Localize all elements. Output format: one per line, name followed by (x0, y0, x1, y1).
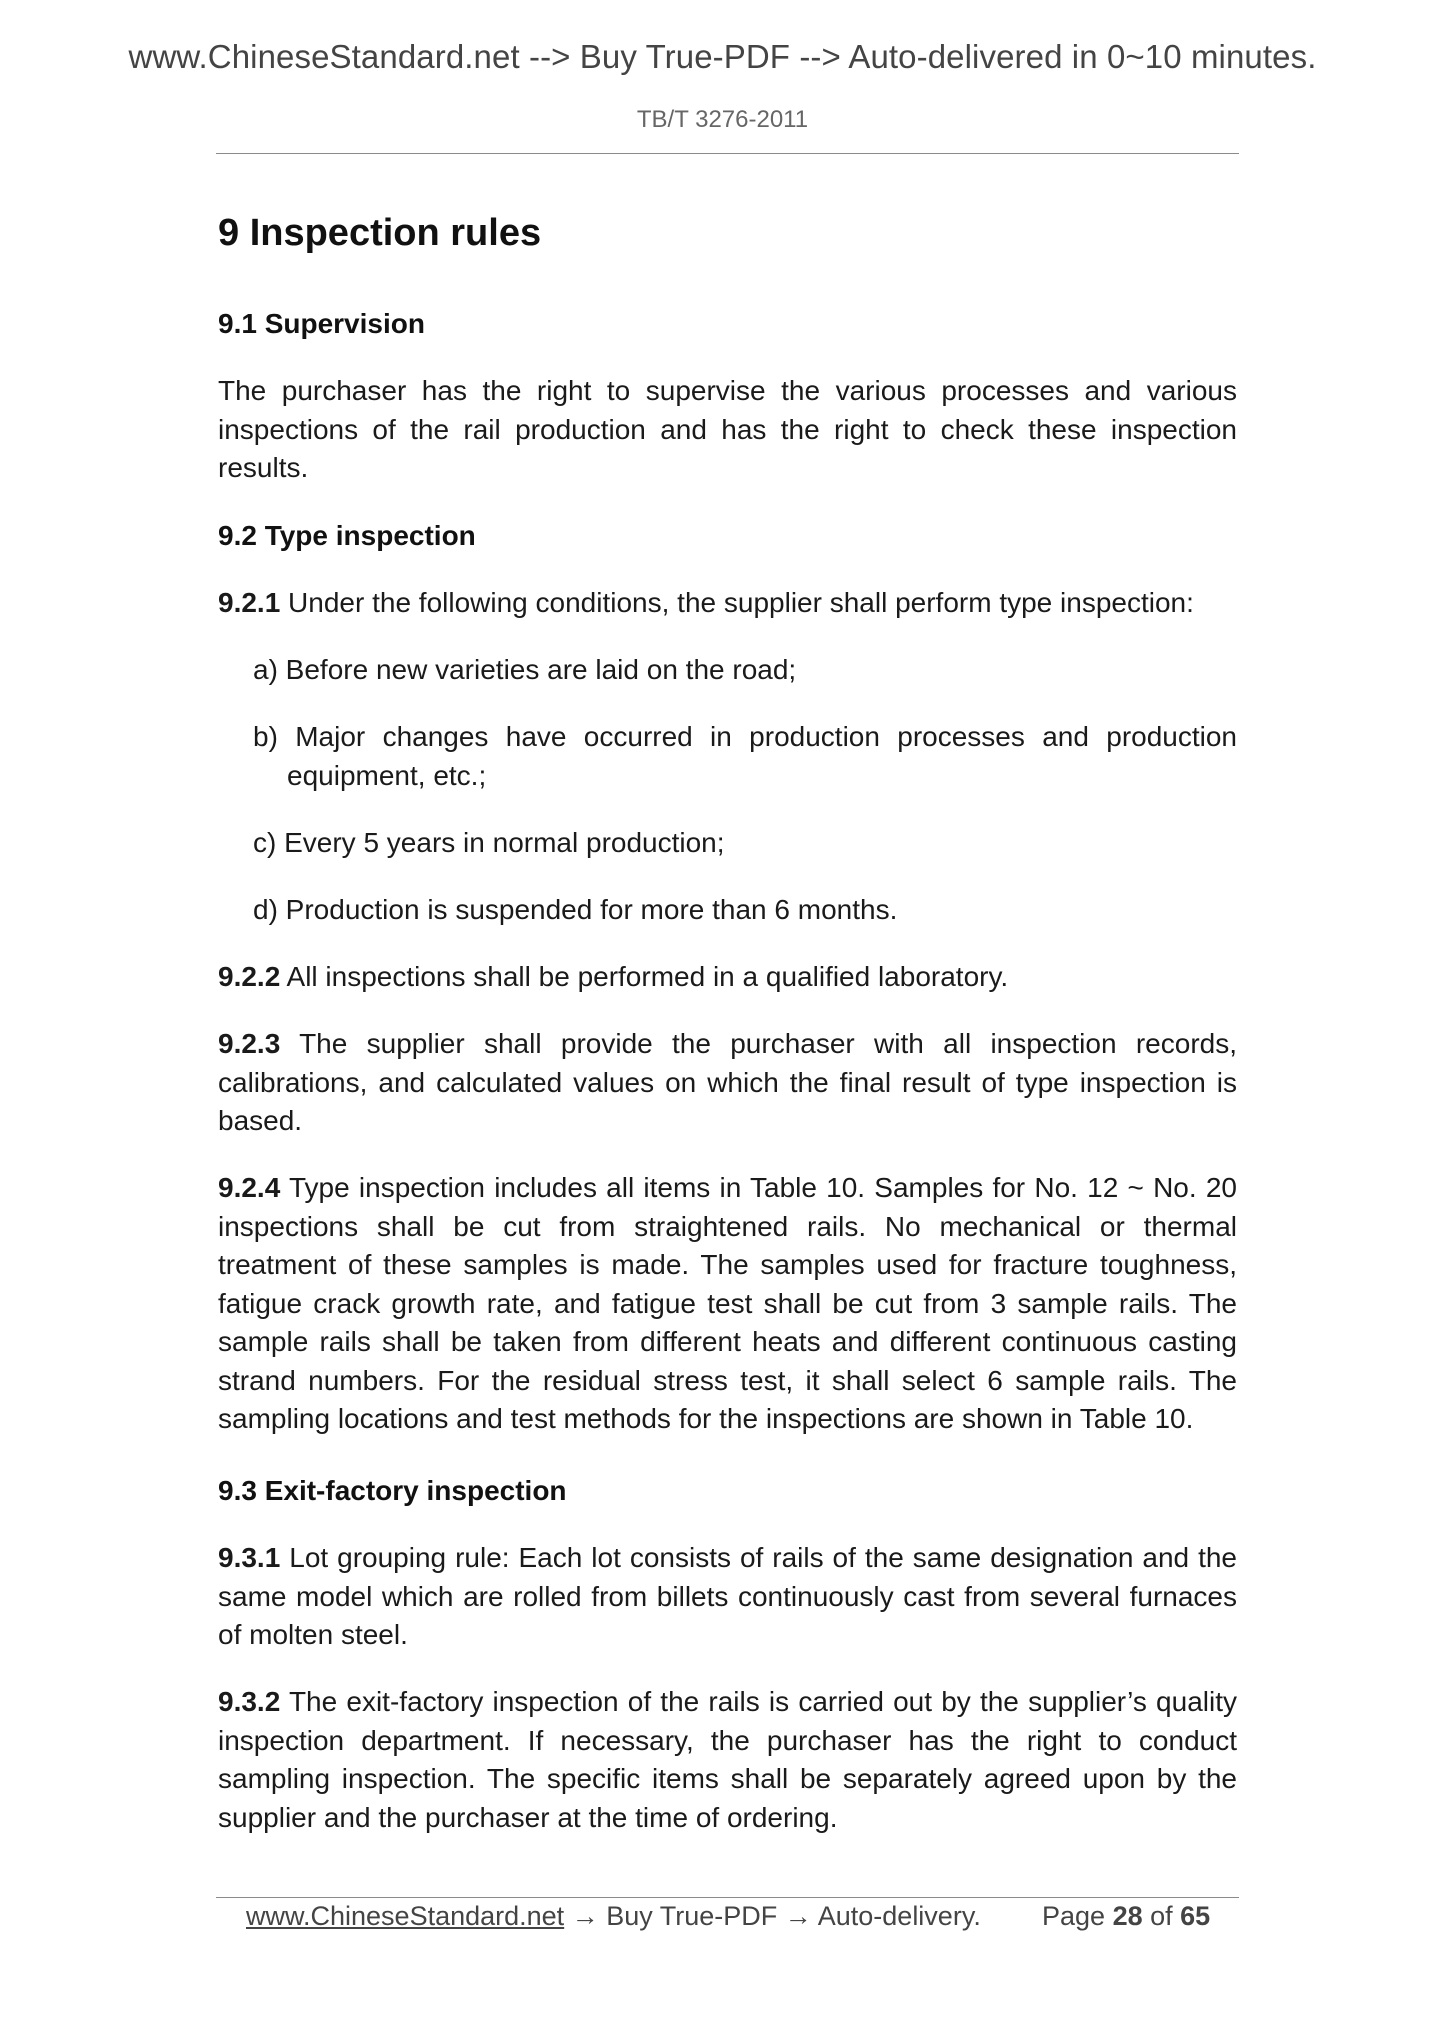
clause-number: 9.2.3 (218, 1028, 281, 1059)
heading-9-2: 9.2 Type inspection (218, 520, 476, 551)
document-number: TB/T 3276-2011 (636, 106, 809, 133)
page-label: Page (1042, 1901, 1113, 1931)
paragraph-9-2-4 (218, 1169, 1237, 1439)
clause-number: 9.3.2 (218, 1686, 281, 1717)
top-banner: www.ChineseStandard.net --> Buy True-PDF --> Auto-delivered in 0~10 minutes. (128, 38, 1317, 75)
paragraph-9-3-2 (218, 1683, 1237, 1837)
page-total: 65 (1180, 1901, 1211, 1931)
clause-text: Type inspection includes all items in Table 10. Samples for No. 12 ~ No. 20 inspections shall be cut from straightened rails. No mechanical or thermal treatment of these samples is made. The samples used for fracture toughness, fatigue crack growth rate, and fatigue test shall be cut from 3 sample rails. The sample rails shall be taken from different heats and different continuous casting strand numbers. For the residual stress test, it shall select 6 sample rails. The sampling locations and test methods for the inspections are shown in Table 10. (218, 1172, 1237, 1434)
list-item-d: d) Production is suspended for more than 6 months. (253, 894, 898, 925)
clause-text: All inspections shall be performed in a qualified laboratory. (280, 961, 1009, 992)
footer-divider (216, 1897, 1239, 1898)
list-item-a: a) Before new varieties are laid on the road; (253, 654, 797, 685)
footer-text: → Buy True-PDF → Auto-delivery. (564, 1901, 981, 1931)
heading-9-3: 9.3 Exit-factory inspection (218, 1475, 567, 1506)
clause-number: 9.3.1 (218, 1542, 281, 1573)
footer-link[interactable]: www.ChineseStandard.net (246, 1901, 565, 1931)
paragraph-9-1: The purchaser has the right to supervise the various processes and various inspections of the rail production and has the right to check these inspection results. (218, 375, 1237, 483)
of-label: of (1142, 1901, 1181, 1931)
clause-text: The exit-factory inspection of the rails is carried out by the supplier’s quality inspection department. If necessary, the purchaser has the right to conduct sampling inspection. The specific items shall be separately agreed upon by the supplier and the purchaser at the time of ordering. (218, 1686, 1237, 1833)
clause-number: 9.2.2 (218, 961, 281, 992)
clause-text: Lot grouping rule: Each lot consists of rails of the same designation and the same model which are rolled from billets continuously cast from several furnaces of molten steel. (218, 1542, 1237, 1650)
heading-9-1: 9.1 Supervision (218, 308, 425, 339)
paragraph-9-2-1 (218, 584, 1237, 623)
footer-promo (246, 1901, 981, 1932)
clause-number: 9.2.4 (218, 1172, 281, 1203)
header-divider (216, 153, 1239, 154)
list-item-c: c) Every 5 years in normal production; (253, 827, 725, 858)
paragraph-9-2-2 (218, 958, 1237, 997)
clause-text: The supplier shall provide the purchaser with all inspection records, calibrations, and calculated values on which the final result of type inspection is based. (218, 1028, 1237, 1136)
page-indicator (1042, 1901, 1210, 1932)
page-number: 28 (1112, 1901, 1143, 1931)
section-title: 9 Inspection rules (218, 212, 542, 254)
clause-number: 9.2.1 (218, 587, 281, 618)
paragraph-9-2-3 (218, 1025, 1237, 1141)
clause-text: Under the following conditions, the supplier shall perform type inspection: (280, 587, 1194, 618)
paragraph-9-3-1 (218, 1539, 1237, 1655)
list-item-b: b) Major changes have occurred in production processes and production equipment, etc.; (253, 721, 1237, 791)
